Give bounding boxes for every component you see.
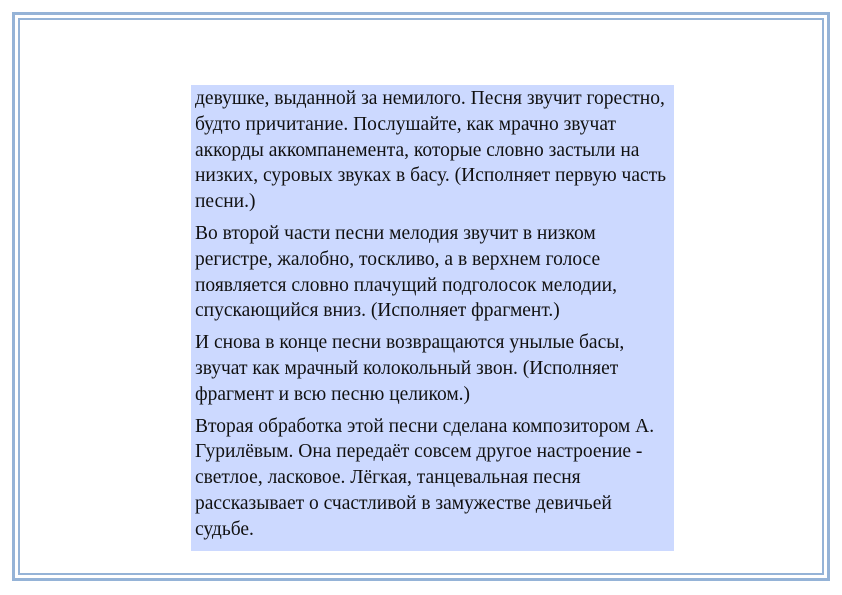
paragraph-3: И снова в конце песни возвращаются унылые басы, звучат как мрачный колокольный звон. (Исполняет фрагмент и всю песню целиком.) [195,332,625,405]
text-box [191,85,674,551]
paragraph-4: Вторая обработка этой песни сделана композитором А. Гурилёвым. Она передаёт совсем другое настроение - светлое, ласковое. Лёгкая, танцевальная песня рассказывает о счастливой в замужестве девичьей судьбе. [195,415,655,540]
paragraph-2: Во второй части песни мелодия звучит в низком регистре, жалобно, тоскливо, а в верхнем голосе появляется словно плачущий подголосок мелодии, спускающийся вниз. (Исполняет фрагмент.) [195,222,617,322]
paragraph-1: девушке, выданной за немилого. Песня звучит горестно, будто причитание. Послушайте, как мрачно звучат аккорды аккомпанемента, которые словно застыли на низких, суровых звуках в басу. (Исполняет первую часть песни.) [195,88,667,213]
